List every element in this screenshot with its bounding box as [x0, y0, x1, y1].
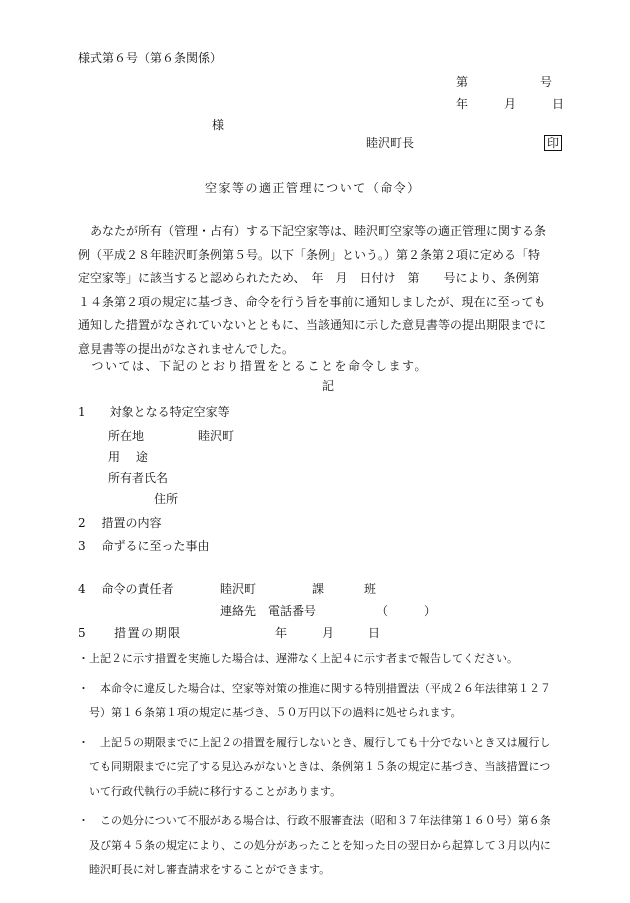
use-label: 用 途 [108, 450, 148, 464]
note-4 [78, 809, 584, 883]
note-line: ・ 上記５の期限までに上記２の措置を履行しないとき、履行しても十分でないとき又は履行し [78, 735, 551, 749]
recipient-suffix: 様 [212, 118, 225, 132]
note-3 [78, 731, 584, 805]
owner-name-label: 所有者氏名 [108, 471, 169, 485]
order-statement: ついては、下記のとおり措置をとることを命令します。 [78, 359, 429, 373]
note-line: 及び第４５条の規定により、この処分があったことを知った日の翌日から起算して３月以内に [78, 838, 551, 852]
item-4-heading: 4 命令の責任者 [78, 582, 174, 596]
deadline-year: 年 [275, 626, 288, 640]
body-line: 例（平成２８年睦沢町条例第５号。以下「条例」という。）第２条第２項に定める「特 [78, 247, 541, 262]
form-number: 様式第６号（第６条関係） [78, 51, 223, 65]
item-5-heading: 5 措置の期限 [78, 626, 182, 640]
note-line: 号）第１６条第１項の規定に基づき、５０万円以下の過料に処せられます。 [78, 706, 462, 719]
body-line: 意見書等の提出がなされませんでした。 [78, 341, 295, 356]
location-value: 睦沢町 [198, 429, 235, 443]
note-2 [78, 677, 584, 726]
body-line: あなたが所有（管理・占有）する下記空家等は、睦沢町空家等の適正管理に関する条 [78, 224, 547, 238]
responsible-team: 班 [364, 582, 377, 596]
item-1-heading: 1 対象となる特定空家等 [78, 405, 230, 419]
contact-phone-parens: （ ） [376, 604, 437, 618]
item-3-heading: 3 命ずるに至った事由 [78, 539, 210, 553]
ki-heading: 記 [322, 379, 335, 393]
deadline-month: 月 [322, 626, 335, 640]
document-number-label: 第 号 [456, 75, 553, 89]
note-line: ・上記２に示す措置を実施した場合は、遅滞なく上記４に示す者まで報告してください。 [78, 652, 518, 665]
document-title: 空家等の適正管理について（命令） [205, 181, 421, 195]
body-line: 定空家等」に該当すると認められたため、 年 月 日付け 第 号により、条例第 [78, 271, 540, 285]
owner-address-label: 住所 [154, 492, 179, 506]
location-label: 所在地 [108, 429, 145, 443]
note-line: いて行政代執行の手続に移行することがあります。 [78, 784, 342, 798]
responsible-town: 睦沢町 [220, 582, 257, 596]
deadline-day: 日 [368, 626, 381, 640]
document-date: 年 月 日 [456, 97, 565, 111]
note-1 [78, 647, 584, 672]
seal-mark: 印 [544, 135, 562, 151]
item-2-heading: 2 措置の内容 [78, 516, 162, 530]
responsible-section: 課 [312, 582, 325, 596]
note-line: ・ この処分について不服がある場合は、行政不服審査法（昭和３７年法律第１６０号）第６条 [78, 814, 551, 827]
note-line: ても同期限までに完了する見込みがないときは、条例第１５条の規定に基づき、当該措置につ [78, 760, 551, 773]
body-paragraph [78, 220, 584, 361]
body-line: 通知した措置がなされていないとともに、当該通知に示した意見書等の提出期限までに [78, 318, 547, 332]
contact-phone-label: 連絡先 電話番号 [220, 604, 317, 618]
notes-section [78, 647, 584, 883]
note-line: 睦沢町長に対し審査請求をすることができます。 [78, 863, 331, 876]
note-line: ・ 本命令に違反した場合は、空家等対策の推進に関する特別措置法（平成２６年法律第１２７ [78, 681, 551, 695]
body-line: １４条第２項の規定に基づき、命令を行う旨を事前に通知しましたが、現在に至っても [78, 294, 546, 309]
document-number [456, 74, 560, 90]
issuer-name: 睦沢町長 [366, 136, 415, 150]
